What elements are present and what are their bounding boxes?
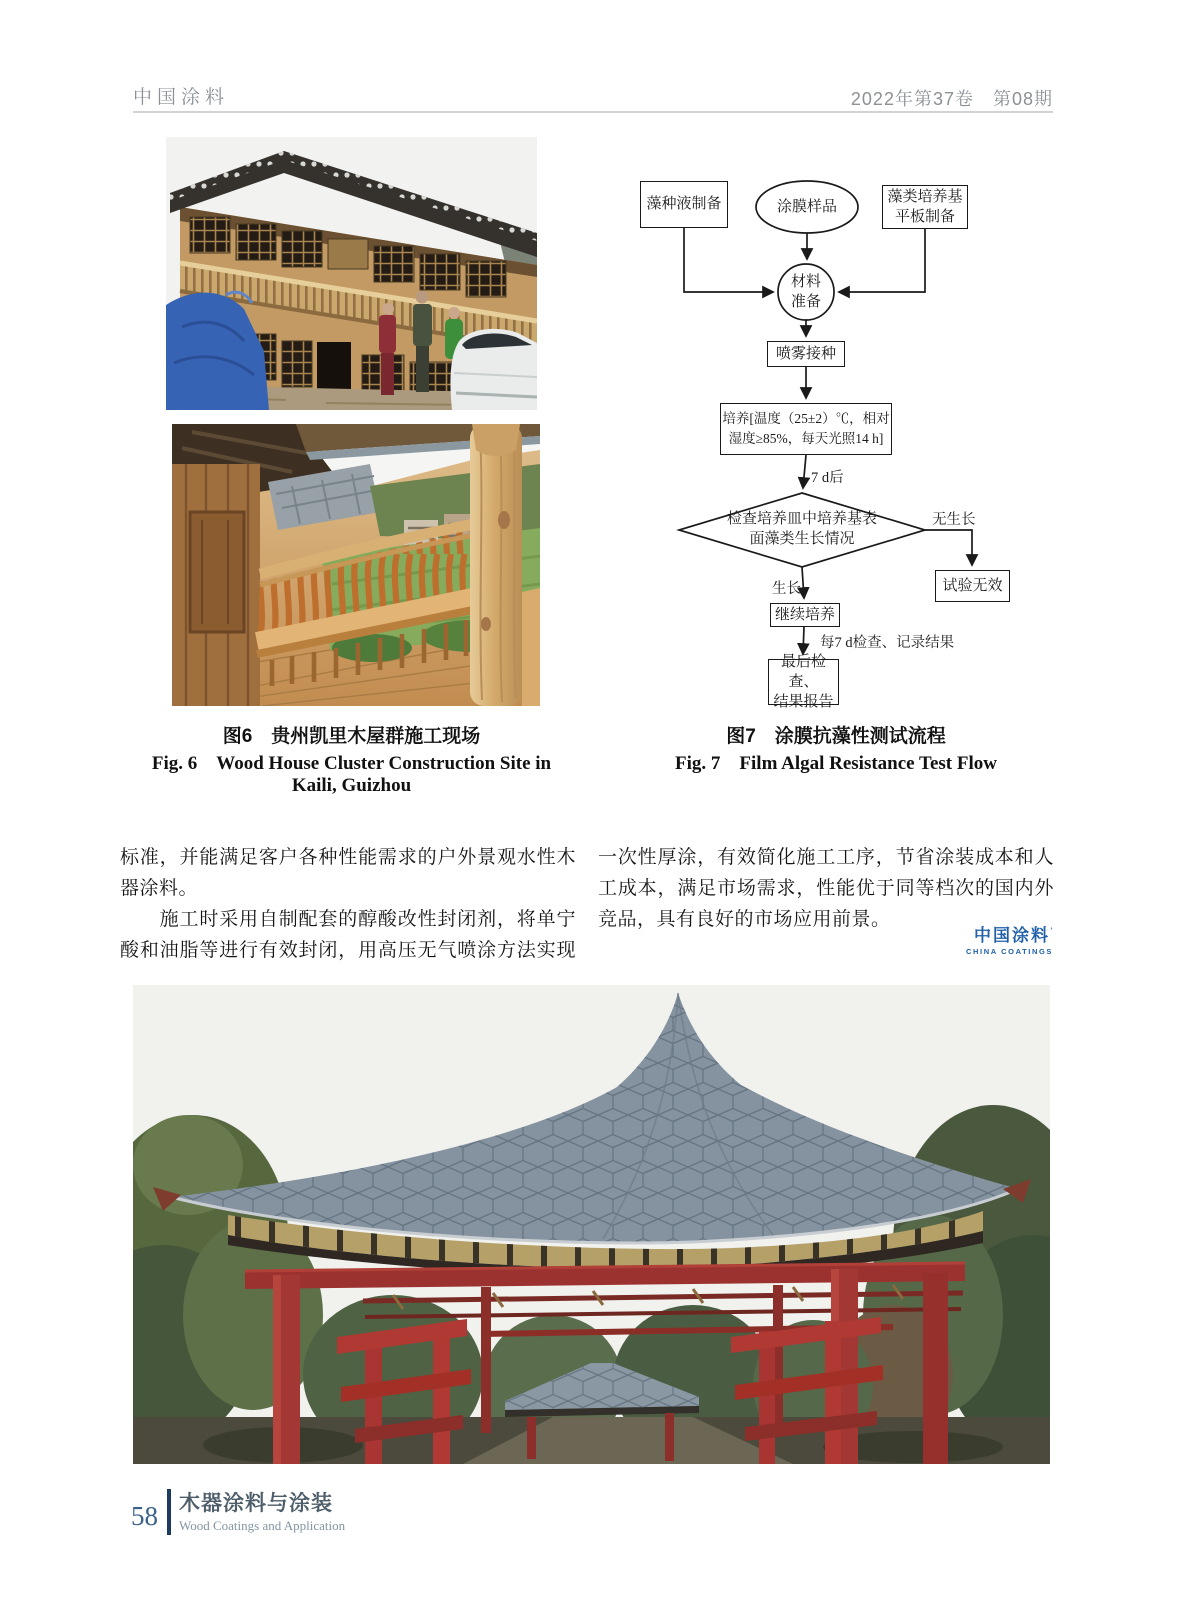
right-bench — [522, 588, 540, 706]
china-coatings-logo — [966, 927, 1053, 956]
page-number: 58 — [131, 1501, 158, 1531]
logo-zh-text: 中国涂料 — [974, 926, 1050, 945]
header-rule — [133, 111, 1053, 113]
journal-title: 中国涂料 — [133, 87, 230, 108]
logo-trademark-icon: ’ — [1050, 926, 1053, 936]
body-line: 工成本，满足市场需求，性能优于同等档次的国内外 — [598, 878, 1054, 899]
fig7-caption-zh: 图7 涂膜抗藻性测试流程 — [726, 726, 946, 747]
flow-circle-material-prep-label: 材料 准备 — [790, 274, 821, 311]
flow-label-after-7d: 7 d后 — [811, 470, 844, 486]
fig6-caption-zh: 图6 贵州凯里木屋群施工现场 — [222, 726, 481, 747]
arrow-continue-to-final — [803, 627, 804, 654]
arrow-culture-to-check — [803, 455, 806, 488]
body-line: 器涂料。 — [120, 878, 199, 899]
flow-box-medium-prep: 藻类培养基 平板制备 — [882, 185, 968, 229]
body-line: 酸和油脂等进行有效封闭，用高压无气喷涂方法实现 — [120, 940, 576, 961]
footer-section-zh: 木器涂料与涂装 — [179, 1492, 333, 1515]
left-wall — [172, 464, 260, 706]
flow-box-algae-liquid-prep: 藻种液制备 — [640, 181, 728, 228]
arrow-algae-to-material — [684, 228, 773, 292]
fig6-caption-en-line1: Fig. 6 Wood House Cluster Construction Site in — [151, 753, 552, 774]
flow-box-spray-inoculation: 喷雾接种 — [767, 341, 845, 367]
arrow-growth — [802, 567, 804, 598]
body-line: 一次性厚涂，有效简化施工工序，节省涂装成本和人 — [598, 847, 1054, 868]
footer-divider-bar — [167, 1489, 171, 1535]
fig6-caption-en-line2: Kaili, Guizhou — [291, 775, 412, 796]
fig7-caption-en: Fig. 7 Film Algal Resistance Test Flow — [675, 753, 997, 774]
flow-box-final-check: 最后检查、 结果报告 — [768, 659, 839, 705]
arrow-no-growth — [925, 530, 972, 565]
flow-box-continue-culture: 继续培养 — [770, 603, 840, 627]
body-column-left — [120, 842, 576, 966]
fig6-photo-construction-site — [166, 137, 537, 410]
footer-section-en: Wood Coatings and Application — [179, 1518, 346, 1533]
body-column-right — [598, 842, 1054, 935]
flow-label-growth: 生长 — [772, 581, 801, 597]
issue-info: 2022年第37卷 第08期 — [850, 89, 1053, 109]
fig7-flowchart — [612, 160, 1060, 720]
pavilion-photo — [133, 985, 1050, 1464]
log-post — [470, 424, 522, 706]
logo-en-text: CHINA COATINGS — [966, 947, 1053, 956]
flow-box-culture-conditions: 培养[温度（25±2）℃，相对 湿度≥85%，每天光照14 h] — [720, 403, 892, 455]
ground — [133, 1417, 1050, 1464]
flow-ellipse-film-sample-label: 涂膜样品 — [776, 199, 837, 215]
white-car — [450, 329, 537, 410]
arrow-medium-to-material — [839, 229, 925, 292]
fig6-photo-wood-balcony — [172, 424, 540, 706]
flow-label-no-growth: 无生长 — [932, 512, 976, 528]
flow-box-test-invalid: 试验无效 — [935, 570, 1010, 602]
flow-diamond-check-label: 检查培养皿中培养基表 面藻类生长情况 — [726, 511, 877, 548]
flow-label-every-7d: 每7 d检查、记录结果 — [820, 635, 955, 651]
body-line: 施工时采用自制配套的醇酸改性封闭剂，将单宁 — [120, 909, 576, 930]
body-line: 标准，并能满足客户各种性能需求的户外景观水性木 — [120, 847, 576, 868]
body-line: 竞品，具有良好的市场应用前景。 — [598, 909, 891, 930]
